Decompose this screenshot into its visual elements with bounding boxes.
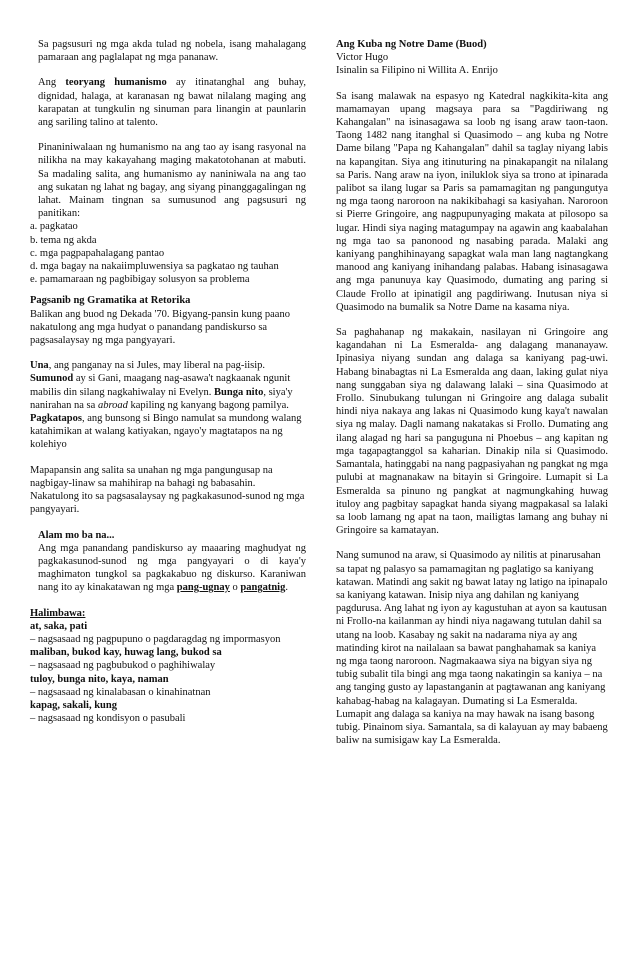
- marker-word: Sumunod: [30, 373, 74, 385]
- text: Ang mga panandang pandiskurso ay maaaring maghudyat ng pagkakasunod-sunod ng mga pangyayari o di kaya'y maghimaton tungkol sa pagkakabuo ng diskurso. Karaniwan nang ito ay kinakatawan ng mga: [38, 542, 306, 594]
- story-title: Ang Kuba ng Notre Dame (Buod): [336, 39, 487, 50]
- dekada-paragraph: Balikan ang buod ng Dekada '70. Bigyang-pansin kung paano nakatulong ang mga hudyat o panandang pandiskurso sa pagsasalaysay ng mga pangyayari.: [30, 308, 290, 347]
- text: ay si Gani, maagang nag-asawa't nagkaanak ngunit mabilis din silang nagkahiwalay ni Evelyn.: [30, 373, 291, 398]
- text: , ang bunsong si Bingo namulat sa mundong walang katahimikan at walang katiyakan, ngayo'y magtatapos na ng kolehiyo: [30, 413, 302, 451]
- left-column: [30, 38, 306, 725]
- term-humanism: teoryang humanismo: [65, 77, 167, 89]
- right-column: [336, 38, 608, 759]
- option-item: c. mga pagpapahalagang pantao: [30, 247, 165, 259]
- markers-explanation: Mapapansin ang salita sa unahan ng mga pangungusap na nagbigay-linaw sa mahihirap na bahagi ng babasahin. Nakatulong ito sa pagsasalaysay ng pagkakasunod-sunod ng mga pangyayari.: [30, 464, 305, 516]
- section-heading: Pagsanib ng Gramatika at Retorika: [30, 295, 191, 307]
- story-paragraph: Sa paghahanap ng makakain, nasilayan ni Gringoire ang kagandahan ni La Esmeralda- ang dalagang mananayaw. Ipinasiya niyang sundan ang dalaga sa kaniyang pag-uwi. Habang binabagtas ni La Esmeralda ang daan, laking gulat niya nang sunggaban siya ng dalawang lalaki – sina Quasimodo at Frollo. Sinubukang tulungan ni Gringoire ang dalaga subalit hindi niya nakaya ang lakas ni Quasimodo kung kaya't nawalan siya ng malay. Dagli namang nakatakas si Frollo. Dumating ang ilang alagad ng hari sa panguguna ni Phoebus – ang kapitan ng mga tagapagtanggol sa kaharian. Dinakip nila si Quasimodo. Samantala, hatinggabi na nang pagpasiyahan ng pangkat ng mga pulubi at magnanakaw na bitayin si Gringoire. Lumapit si La Esmeralda sa pinuno ng pangkat at nagmungkahing huwag ituloy ang pagbitay sapagkat handa siyang magpakasal sa lalaki sa loob lamang ng apat na taon, mailigtas lamang ang buhay ni Gringoire sa kamatayan.: [336, 327, 608, 537]
- text: .: [285, 582, 288, 594]
- underlined-term: pangatnig: [240, 582, 286, 594]
- examples-block: [30, 607, 306, 726]
- alam-mo-ba-box: [30, 529, 306, 595]
- option-item: a. pagkatao: [30, 221, 78, 233]
- text: , ang panganay na si Jules, may liberal na pag-iisip.: [48, 360, 266, 372]
- example-term: at, saka, pati: [30, 620, 88, 632]
- story-paragraph: Nang sumunod na araw, si Quasimodo ay nilitis at pinarusahan sa tapat ng palasyo sa pamamagitan ng paglatigo sa kaniyang katawan. Matindi ang sakit ng bawat latay ng latigo na ipinapalo sa kaniyang katawan. Inisip niya ang dahilan ng kaniyang pagdurusa. Ang lahat ng iyon ay kagustuhan at ayon sa kautusan ni Frollo-na kailanman ay hindi niya nagawang tutulan dahil sa utang na loob. Kasabay ng sakit na nadarama niya ay ang matinding kirot na nailalaan sa bawat panghahamak sa kaniya ng mga taong naroroon. Nagmakaawa siya na bigyan siya ng tubig subalit tila bingi ang mga taong nakatingin sa kaniya – na ang tanging gusto ay lapastanganin at pagtawanan ang kaniyang kahabag-habag na kalagayan. Dumating si La Esmeralda. Lumapit ang dalaga sa kaniya na may hawak na isang basong tubig. Pinainom siya. Samantala, sa di kalayuan ay may babaeng baliw na sumisigaw kay La Esmeralda.: [336, 550, 608, 747]
- example-desc: – nagsasaad ng pagbubukod o paghihiwalay: [30, 660, 216, 672]
- humanism-paragraph: [30, 76, 306, 129]
- intro-paragraph: Sa pagsusuri ng mga akda tulad ng nobela, isang mahalagang pamaraan ang paglalapat ng mga pananaw.: [38, 39, 306, 64]
- option-item: d. mga bagay na nakaiimpluwensiya sa pagkatao ng tauhan: [30, 261, 279, 273]
- underlined-term: pang-ugnay: [176, 582, 230, 594]
- example-term: tuloy, bunga nito, kaya, naman: [30, 673, 169, 685]
- example-desc: – nagsasaad ng kondisyon o pasubali: [30, 713, 186, 725]
- marker-word: Bunga nito: [214, 386, 264, 398]
- text: kapiling ng kanyang bagong pamilya.: [127, 399, 289, 411]
- option-item: b. tema ng akda: [30, 234, 97, 246]
- marker-word: Pagkatapos: [30, 413, 82, 425]
- dekada-example-paragraph: [30, 359, 306, 451]
- story-author: Victor Hugo: [336, 52, 389, 64]
- humanism-explanation: Pinaniniwalaan ng humanismo na ang tao ay isang rasyonal na nilikha na may kakayahang maging makatotohanan at mabuti. Sa madaling salita, ang humanismo ay naniniwala na ang tao ang sukatan ng lahat ng bagay, ang siyang pinanggagalingan ng lahat. Mainam tingnan sa sumusunod ang pagsusuri ng panitikan:: [38, 142, 306, 220]
- analysis-options-list: [30, 220, 306, 286]
- option-item: e. pamamaraan ng pagbibigay solusyon sa problema: [30, 274, 250, 286]
- alam-text: [38, 542, 306, 595]
- example-term: kapag, sakali, kung: [30, 699, 117, 711]
- italic-word: abroad: [97, 399, 128, 411]
- example-desc: – nagsasaad ng pagpupuno o pagdaragdag ng impormasyon: [30, 633, 281, 645]
- text: ay itinatanghal ang buhay, dignidad, halaga, at karanasan ng bawat nilalang maging ang karapatan at tungkulin ng sinuman para linangin at paunlarin ang sariling talino at talento.: [38, 77, 306, 129]
- text: Ang: [38, 77, 66, 89]
- marker-word: Una: [30, 360, 49, 372]
- story-translator: Isinalin sa Filipino ni Willita A. Enrijo: [336, 65, 498, 77]
- examples-heading: Halimbawa:: [30, 607, 86, 619]
- example-desc: – nagsasaad ng kinalabasan o kinahinatnan: [30, 686, 211, 698]
- story-paragraph: Sa isang malawak na espasyo ng Katedral nagkikita-kita ang mamamayan upang magsaya para sa "Pagdiriwang ng Kahangalan" na isinasagawa sa loob ng isang araw taon-taon. Taong 1482 nang itanghal si Quasimodo – ang kuba ng Notre Dame bilang "Papa ng Kahangalan" dahil sa taglay niyang labis na kapangitan. Siya ang itinuturing na pinakapangit na nilalang sa Paris. Nang araw na iyon, iniluklok siya sa trono at ipinarada palibot sa ilang lugar sa Paris sa pamamagitan ng pangungutya ng mga taong naroroon na nakikibahagi sa kasiyahan. Naroroon si Pierre Gringoire, ang nagpupunyaging makata at pilosopo sa lugar. Hindi siya naging matagumpay na agawin ang kaabalahan ng mga tao sa panonood ng nasabing parada. Malaki ang kaniyang panghihinayang sapagkat wala man lang nagtangkang manood ang kaniyang inihandang palabas. Habang isinasagawa ang mga panunuya kay Quasimodo, dumating ang paring si Claude Frollo at ipinatigil ang pagdiriwang. Inutusan niya si Quasimodo na bumalik sa Notre Dame na kasama niya.: [336, 90, 608, 313]
- text: , siya'y nanirahan na sa: [30, 386, 293, 411]
- example-term: maliban, bukod kay, huwag lang, bukod sa: [30, 647, 222, 659]
- alam-heading: Alam mo ba na...: [38, 529, 115, 541]
- text: o: [229, 582, 241, 594]
